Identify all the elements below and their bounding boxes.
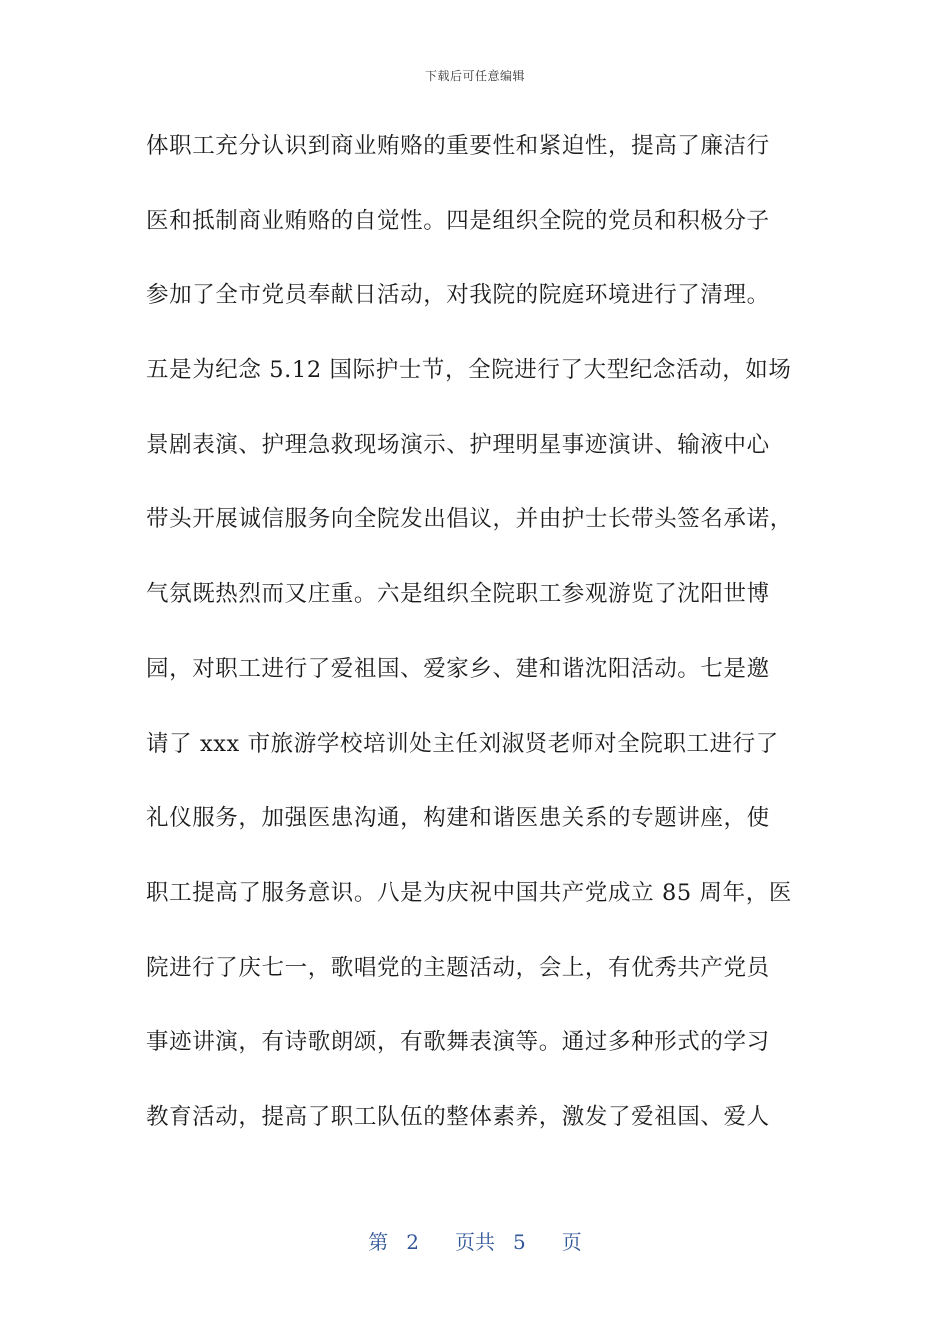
body-line: 教育活动，提高了职工队伍的整体素养，激发了爱祖国、爱人: [146, 1103, 770, 1130]
footer-current-page: 2: [406, 1230, 419, 1254]
page-footer: [0, 1226, 950, 1255]
footer-total-pages: 5: [513, 1230, 526, 1254]
body-line: 气氛既热烈而又庄重。六是组织全院职工参观游览了沈阳世博: [146, 581, 770, 608]
footer-prefix: 第: [368, 1230, 389, 1254]
page-header: 下载后可任意编辑: [424, 69, 525, 83]
body-line: 参加了全市党员奉献日活动，对我院的院庭环境进行了清理。: [146, 282, 770, 309]
body-line: 院进行了庆七一，歌唱党的主题活动，会上，有优秀共产党员: [146, 954, 770, 981]
footer-middle: 页共: [455, 1230, 495, 1254]
body-line: 职工提高了服务意识。八是为庆祝中国共产党成立 85 周年，医: [146, 879, 792, 906]
document-body: [146, 124, 806, 1170]
body-line: 体职工充分认识到商业贿赂的重要性和紧迫性，提高了廉洁行: [146, 133, 770, 159]
body-line: 礼仪服务，加强医患沟通，构建和谐医患关系的专题讲座，使: [146, 805, 770, 832]
body-line: 园，对职工进行了爱祖国、爱家乡、建和谐沈阳活动。七是邀: [146, 655, 770, 682]
body-line: 事迹讲演，有诗歌朗颂，有歌舞表演等。通过多种形式的学习: [146, 1029, 770, 1056]
footer-suffix: 页: [561, 1230, 582, 1254]
body-line: 景剧表演、护理急救现场演示、护理明星事迹演讲、输液中心: [146, 431, 770, 458]
body-line: 带头开展诚信服务向全院发出倡议，并由护士长带头签名承诺，: [146, 506, 793, 533]
body-line: 医和抵制商业贿赂的自觉性。四是组织全院的党员和积极分子: [146, 207, 770, 234]
body-line: 五是为纪念 5.12 国际护士节，全院进行了大型纪念活动，如场: [146, 357, 792, 384]
body-line: 请了 xxx 市旅游学校培训处主任刘淑贤老师对全院职工进行了: [146, 730, 779, 757]
